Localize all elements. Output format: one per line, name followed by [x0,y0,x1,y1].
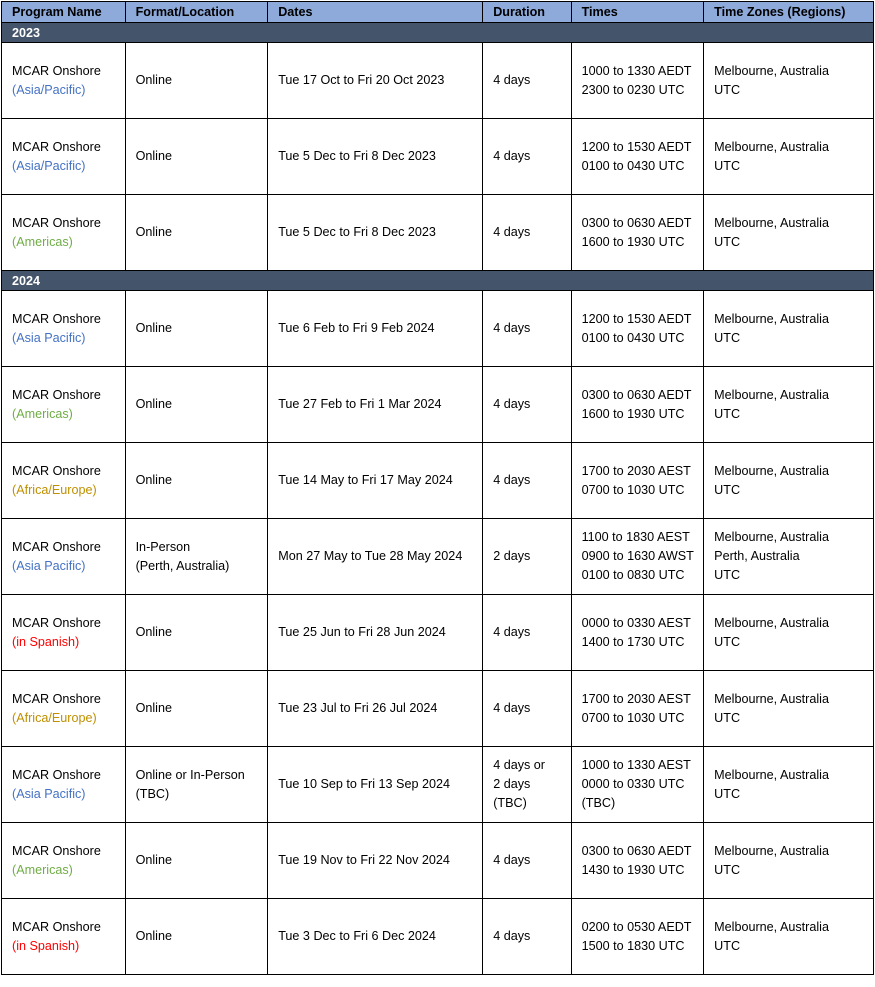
dates-text: Tue 23 Jul to Fri 26 Jul 2024 [278,701,438,715]
table-row [2,519,874,595]
program-region: (Asia Pacific) [12,786,86,801]
program-cell [2,443,126,519]
program-name: MCAR Onshore [12,139,101,154]
time-line: 0000 to 0330 UTC [581,777,685,791]
times-cell [571,519,704,595]
duration-line: 4 days [493,73,531,87]
program-region: (Africa/Europe) [12,482,97,497]
format-cell [125,43,268,119]
time-line: 0700 to 1030 UTC [581,710,685,725]
timezones-cell [704,43,874,119]
program-region: (Asia Pacific) [12,558,86,573]
program-region: (in Spanish) [12,634,80,649]
dates-text: Tue 19 Nov to Fri 22 Nov 2024 [278,853,450,867]
program-cell [2,119,126,195]
dates-cell [268,747,483,823]
timezone-line: UTC [714,568,741,582]
time-line: 1600 to 1930 UTC [581,234,685,249]
format-cell [125,119,268,195]
timezone-line: UTC [714,406,741,421]
table-row [2,291,874,367]
dates-cell [268,43,483,119]
timezones-cell [704,595,874,671]
timezone-line: UTC [714,158,741,173]
program-cell [2,671,126,747]
timezone-line: UTC [714,330,741,345]
timezones-cell [704,823,874,899]
duration-cell [483,823,571,899]
format-line: Online [135,701,172,715]
dates-cell [268,595,483,671]
times-cell [571,899,704,975]
year-group-row [2,271,874,291]
program-cell [2,519,126,595]
header-row [2,2,874,23]
times-cell [571,823,704,899]
duration-cell [483,519,571,595]
duration-cell [483,747,571,823]
program-name: MCAR Onshore [12,215,101,230]
program-cell [2,747,126,823]
format-cell [125,367,268,443]
column-header-times: Times [571,2,704,23]
format-cell [125,823,268,899]
time-line: 1000 to 1330 AEDT [581,63,692,78]
timezone-line: Melbourne, Australia [714,215,829,230]
format-cell [125,595,268,671]
dates-cell [268,367,483,443]
program-name: MCAR Onshore [12,615,101,630]
times-cell [571,671,704,747]
time-line: 1100 to 1830 AEST [581,530,690,544]
table-row [2,747,874,823]
program-name: MCAR Onshore [12,387,101,402]
timezone-line: UTC [714,862,741,877]
schedule-table [1,1,874,975]
dates-text: Tue 14 May to Fri 17 May 2024 [278,473,453,487]
format-cell [125,747,268,823]
dates-cell [268,291,483,367]
duration-line: 2 days [493,549,531,563]
timezones-cell [704,291,874,367]
program-name: MCAR Onshore [12,767,101,782]
time-line: 1430 to 1930 UTC [581,862,685,877]
time-line: (TBC) [581,796,616,810]
dates-cell [268,443,483,519]
format-line: Online [135,853,172,867]
time-line: 0300 to 0630 AEDT [581,215,692,230]
format-cell [125,443,268,519]
program-region: (Americas) [12,406,73,421]
time-line: 0300 to 0630 AEDT [581,843,692,858]
program-name: MCAR Onshore [12,843,101,858]
times-cell [571,595,704,671]
times-cell [571,443,704,519]
timezone-line: Melbourne, Australia [714,311,829,326]
timezones-cell [704,119,874,195]
duration-cell [483,671,571,747]
duration-cell [483,899,571,975]
duration-line: 4 days [493,397,531,411]
duration-cell [483,195,571,271]
times-cell [571,119,704,195]
timezone-line: Melbourne, Australia [714,63,829,78]
dates-text: Tue 5 Dec to Fri 8 Dec 2023 [278,149,436,163]
duration-cell [483,119,571,195]
format-line: In-Person [135,539,191,554]
time-line: 1700 to 2030 AEST [581,463,691,478]
duration-cell [483,443,571,519]
duration-line: 4 days [493,625,531,639]
format-line: Online [135,149,172,163]
dates-text: Tue 5 Dec to Fri 8 Dec 2023 [278,225,436,239]
duration-line: (TBC) [493,796,527,810]
time-line: 0100 to 0830 UTC [581,568,685,582]
timezones-cell [704,899,874,975]
time-line: 1700 to 2030 AEST [581,691,691,706]
times-cell [571,43,704,119]
timezones-cell [704,747,874,823]
duration-line: 4 days [493,225,531,239]
format-line: Online [135,321,172,335]
program-region: (Africa/Europe) [12,710,97,725]
table-row [2,823,874,899]
year-group-label: 2024 [2,271,874,291]
program-name: MCAR Onshore [12,463,101,478]
timezone-line: Perth, Australia [714,549,800,563]
dates-cell [268,195,483,271]
format-line: Online [135,473,172,487]
timezone-line: Melbourne, Australia [714,843,829,858]
program-region: (in Spanish) [12,938,80,953]
time-line: 1600 to 1930 UTC [581,406,685,421]
column-header-duration: Duration [483,2,571,23]
timezones-cell [704,195,874,271]
program-region: (Asia/Pacific) [12,158,86,173]
timezone-line: UTC [714,938,741,953]
duration-cell [483,595,571,671]
program-cell [2,43,126,119]
duration-cell [483,367,571,443]
program-name: MCAR Onshore [12,691,101,706]
timezone-line: Melbourne, Australia [714,919,829,934]
dates-cell [268,519,483,595]
format-line: (Perth, Australia) [135,558,230,573]
table-row [2,671,874,747]
duration-line: 2 days [493,777,531,791]
format-line: Online or In-Person [135,767,245,782]
format-line: Online [135,225,172,239]
duration-line: 4 days [493,149,531,163]
time-line: 0900 to 1630 AWST [581,549,694,563]
timezone-line: UTC [714,82,741,97]
format-cell [125,519,268,595]
duration-line: 4 days [493,929,531,943]
duration-cell [483,43,571,119]
dates-text: Tue 6 Feb to Fri 9 Feb 2024 [278,321,435,335]
dates-cell [268,671,483,747]
timezone-line: Melbourne, Australia [714,691,829,706]
column-header-dates: Dates [268,2,483,23]
program-name: MCAR Onshore [12,919,101,934]
dates-text: Tue 25 Jun to Fri 28 Jun 2024 [278,625,446,639]
dates-text: Tue 17 Oct to Fri 20 Oct 2023 [278,73,445,87]
time-line: 0000 to 0330 AEST [581,615,691,630]
timezone-line: UTC [714,710,741,725]
timezone-line: UTC [714,634,741,649]
table-row [2,443,874,519]
format-line: (TBC) [135,786,170,801]
times-cell [571,747,704,823]
table-row [2,119,874,195]
column-header-program: Program Name [2,2,126,23]
dates-text: Mon 27 May to Tue 28 May 2024 [278,549,463,563]
dates-cell [268,823,483,899]
timezone-line: Melbourne, Australia [714,767,829,782]
column-header-format: Format/Location [125,2,268,23]
dates-cell [268,119,483,195]
time-line: 0700 to 1030 UTC [581,482,685,497]
timezone-line: Melbourne, Australia [714,463,829,478]
timezone-line: Melbourne, Australia [714,139,829,154]
program-region: (Americas) [12,862,73,877]
table-row [2,595,874,671]
format-line: Online [135,73,172,87]
program-cell [2,899,126,975]
program-name: MCAR Onshore [12,539,101,554]
timezones-cell [704,519,874,595]
times-cell [571,367,704,443]
format-line: Online [135,929,172,943]
timezones-cell [704,367,874,443]
format-line: Online [135,397,172,411]
table-row [2,899,874,975]
time-line: 1000 to 1330 AEST [581,758,691,772]
timezones-cell [704,443,874,519]
timezone-line: UTC [714,482,741,497]
program-cell [2,367,126,443]
dates-text: Tue 3 Dec to Fri 6 Dec 2024 [278,929,436,943]
table-body [2,23,874,975]
program-region: (Asia/Pacific) [12,82,86,97]
program-cell [2,823,126,899]
format-cell [125,899,268,975]
time-line: 0100 to 0430 UTC [581,158,685,173]
time-line: 1500 to 1830 UTC [581,938,685,953]
dates-cell [268,899,483,975]
program-cell [2,595,126,671]
times-cell [571,291,704,367]
duration-line: 4 days or [493,758,545,772]
time-line: 1200 to 1530 AEDT [581,139,692,154]
table-row [2,195,874,271]
table-row [2,367,874,443]
column-header-timezones: Time Zones (Regions) [704,2,874,23]
format-cell [125,671,268,747]
timezone-line: Melbourne, Australia [714,530,829,544]
format-line: Online [135,625,172,639]
times-cell [571,195,704,271]
dates-text: Tue 27 Feb to Fri 1 Mar 2024 [278,397,442,411]
format-cell [125,195,268,271]
program-region: (Asia Pacific) [12,330,86,345]
timezone-line: Melbourne, Australia [714,387,829,402]
time-line: 1200 to 1530 AEDT [581,311,692,326]
table-row [2,43,874,119]
timezones-cell [704,671,874,747]
duration-line: 4 days [493,321,531,335]
duration-line: 4 days [493,853,531,867]
time-line: 1400 to 1730 UTC [581,634,685,649]
program-name: MCAR Onshore [12,311,101,326]
year-group-row [2,23,874,43]
timezone-line: UTC [714,234,741,249]
time-line: 2300 to 0230 UTC [581,82,685,97]
format-cell [125,291,268,367]
program-cell [2,195,126,271]
time-line: 0100 to 0430 UTC [581,330,685,345]
dates-text: Tue 10 Sep to Fri 13 Sep 2024 [278,777,450,791]
program-cell [2,291,126,367]
duration-cell [483,291,571,367]
time-line: 0300 to 0630 AEDT [581,387,692,402]
timezone-line: Melbourne, Australia [714,615,829,630]
program-region: (Americas) [12,234,73,249]
timezone-line: UTC [714,786,741,801]
program-name: MCAR Onshore [12,63,101,78]
year-group-label: 2023 [2,23,874,43]
duration-line: 4 days [493,701,531,715]
duration-line: 4 days [493,473,531,487]
time-line: 0200 to 0530 AEDT [581,919,692,934]
